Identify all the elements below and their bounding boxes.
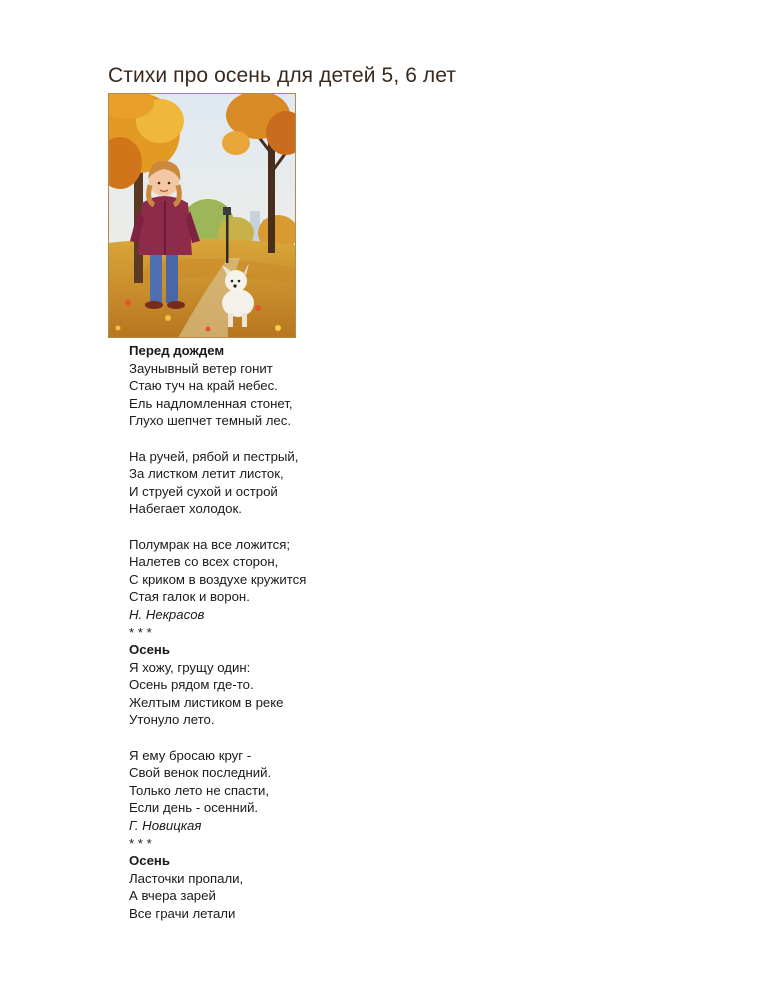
poem-line: Заунывный ветер гонит [129, 360, 273, 376]
poem-line: Стая галок и ворон. [129, 589, 250, 605]
poem-line: А вчера зарей [129, 888, 216, 904]
poem-author: Г. Новицкая [129, 818, 202, 834]
poem-line: Я хожу, грущу один: [129, 659, 251, 675]
autumn-park-illustration [108, 93, 296, 338]
poem-line: Я ему бросаю круг - [129, 747, 252, 763]
poem-line: Стаю туч на край небес. [129, 378, 278, 394]
poem-line: Если день - осенний. [129, 800, 259, 816]
poem-line: * * * [129, 835, 152, 851]
poem-line: Ласточки пропали, [129, 870, 244, 886]
page-title: Стихи про осень для детей 5, 6 лет [108, 64, 457, 87]
poem-title: Осень [129, 853, 170, 869]
poem-list [129, 342, 549, 923]
poem-line: Желтым листиком в реке [129, 694, 284, 710]
poem-line: * * * [129, 624, 152, 640]
stanza-break [129, 729, 549, 747]
poem-line: Полумрак на все ложится; [129, 536, 291, 552]
poem-title: Перед дождем [129, 343, 225, 358]
poem-line: За листком летит листок, [129, 466, 284, 482]
poem-line: На ручей, рябой и пестрый, [129, 448, 299, 464]
stanza-break [129, 430, 549, 448]
poem-line: Свой венок последний. [129, 765, 272, 781]
poem-line: Набегает холодок. [129, 501, 242, 517]
poem-line: Налетев со всех сторон, [129, 554, 279, 570]
stanza-break [129, 518, 549, 536]
poem-line: Утонуло лето. [129, 712, 215, 728]
poem-author: Н. Некрасов [129, 606, 205, 622]
poem-line: Глухо шепчет темный лес. [129, 413, 292, 429]
poem-line: Все грачи летали [129, 906, 236, 921]
poem-line: Осень рядом где-то. [129, 677, 254, 693]
poem-line: Ель надломленная стонет, [129, 395, 293, 411]
poem-line: С криком в воздухе кружится [129, 571, 307, 587]
poem-line: И струей сухой и острой [129, 483, 278, 499]
poem-title: Осень [129, 642, 170, 658]
poem-line: Только лето не спасти, [129, 782, 270, 798]
